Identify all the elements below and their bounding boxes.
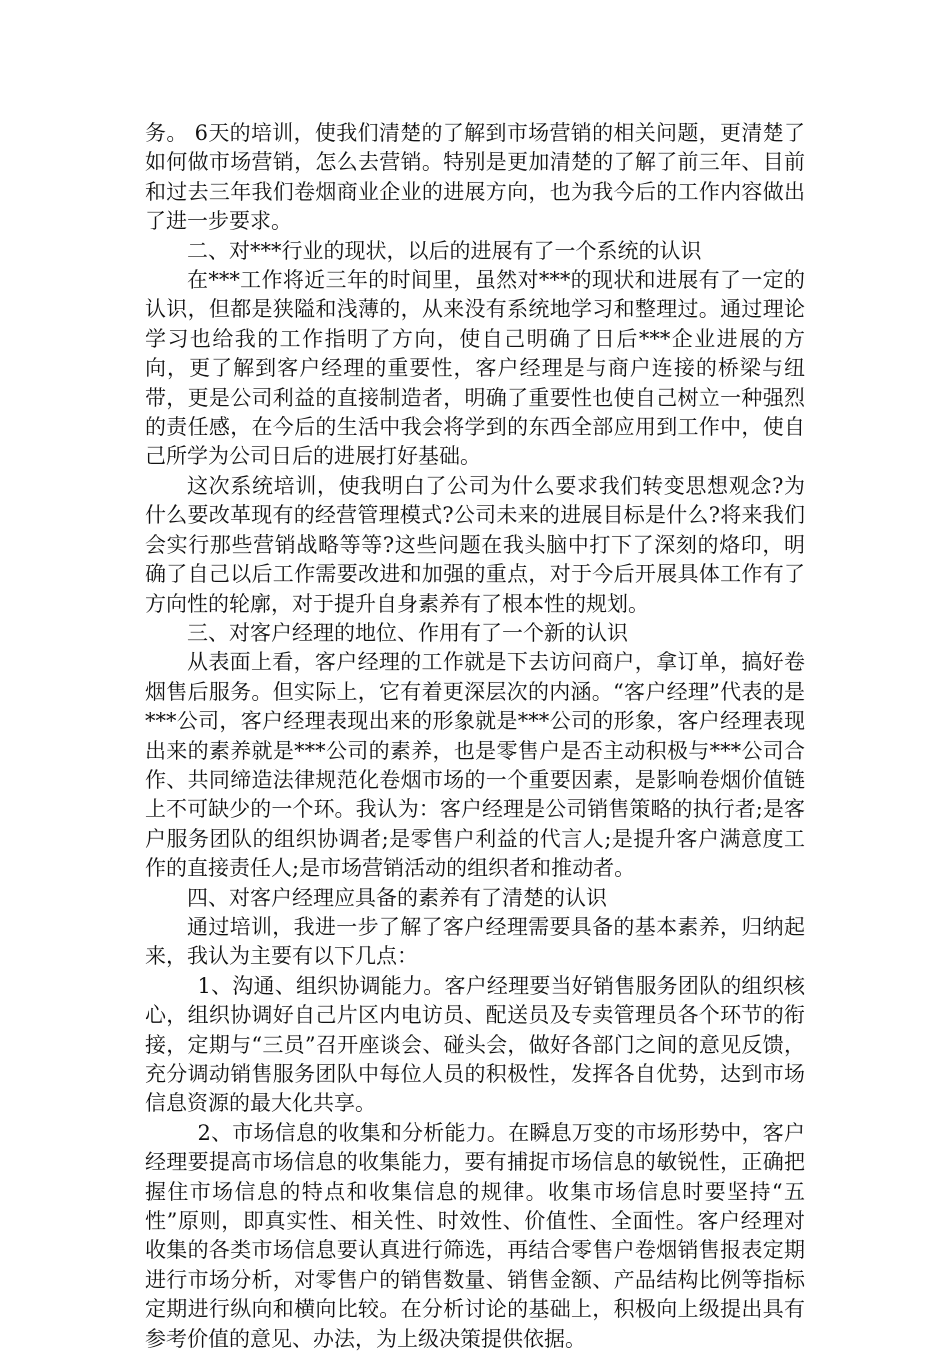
paragraph-section-3: 从表面上看，客户经理的工作就是下去访问商户，拿订单，搞好卷烟售后服务。但实际上，它有着更深层次的内涵。“客户经理”代表的是***公司，客户经理表现出来的形象就是***公司的形象，客户经理表现出来的素养就是***公司的素养，也是零售户是否主动积极与***公司合作、共同缔造法律规范化卷烟市场的一个重要因素，是影响卷烟价值链上不可缺少的一个环。我认为：客户经理是公司销售策略的执行者;是客户服务团队的组织协调者;是零售户利益的代言人;是提升客户满意度工作的直接责任人;是市场营销活动的组织者和推动者。 <box>145 650 805 881</box>
paragraph-section-2: 在***工作将近三年的时间里，虽然对***的现状和进展有了一定的认识，但都是狭隘和浅薄的，从来没有系统地学习和整理过。通过理论学习也给我的工作指明了方向，使自己明确了日后***企业进展的方向，更了解到客户经理的重要性，客户经理是与商户连接的桥梁与纽带，更是公司利益的直接制造者，明确了重要性也使自己树立一种强烈的责任感，在今后的生活中我会将学到的东西全部应用到工作中，使自己所学为公司日后的进展打好基础。 <box>145 268 805 469</box>
section-heading-3: 三、对客户经理的地位、作用有了一个新的认识 <box>187 620 628 645</box>
paragraph-section-4-intro: 通过培训，我进一步了解了客户经理需要具备的基本素养，归纳起来，我认为主要有以下几点： <box>145 914 805 969</box>
list-item-market-info: 2、市场信息的收集和分析能力。在瞬息万变的市场形势中，客户经理要提高市场信息的收集能力，要有捕捉市场信息的敏锐性，正确把握住市场信息的特点和收集信息的规律。收集市场信息时要坚持“五性”原则，即真实性、相关性、时效性、价值性、全面性。客户经理对收集的各类市场信息要认真进行筛选，再结合零售户卷烟销售报表定期进行市场分析，对零售户的销售数量、销售金额、产品结构比例等指标定期进行纵向和横向比较。在分析讨论的基础上，积极向上级提出具有参考价值的意见、办法，为上级决策提供依据。 <box>145 1120 805 1351</box>
paragraph-training-reflection: 这次系统培训，使我明白了公司为什么要求我们转变思想观念?为什么要改革现有的经营管理模式?公司未来的进展目标是什么?将来我们会实行那些营销战略等等?这些问题在我头脑中打下了深刻的烙印，明确了自己以后工作需要改进和加强的重点，对于今后开展具体工作有了方向性的轮廓，对于提升自身素养有了根本性的规划。 <box>145 473 805 616</box>
section-heading-2: 二、对***行业的现状，以后的进展有了一个系统的认识 <box>187 238 702 263</box>
paragraph-intro: 务。 6天的培训，使我们清楚的了解到市场营销的相关问题，更清楚了如何做市场营销，怎么去营销。特别是更加清楚的了解了前三年、目前和过去三年我们卷烟商业企业的进展方向，也为我今后的工作内容做出了进一步要求。 <box>145 121 805 234</box>
list-item-communication: 1、沟通、组织协调能力。客户经理要当好销售服务团队的组织核心，组织协调好自己片区内电访员、配送员及专卖管理员各个环节的衔接，定期与“三员”召开座谈会、碰头会，做好各部门之间的意见反馈，充分调动销售服务团队中每位人员的积极性，发挥各自优势，达到市场信息资源的最大化共享。 <box>145 973 805 1116</box>
section-heading-4: 四、对客户经理应具备的素养有了清楚的认识 <box>187 885 607 910</box>
document-body <box>145 119 805 1354</box>
